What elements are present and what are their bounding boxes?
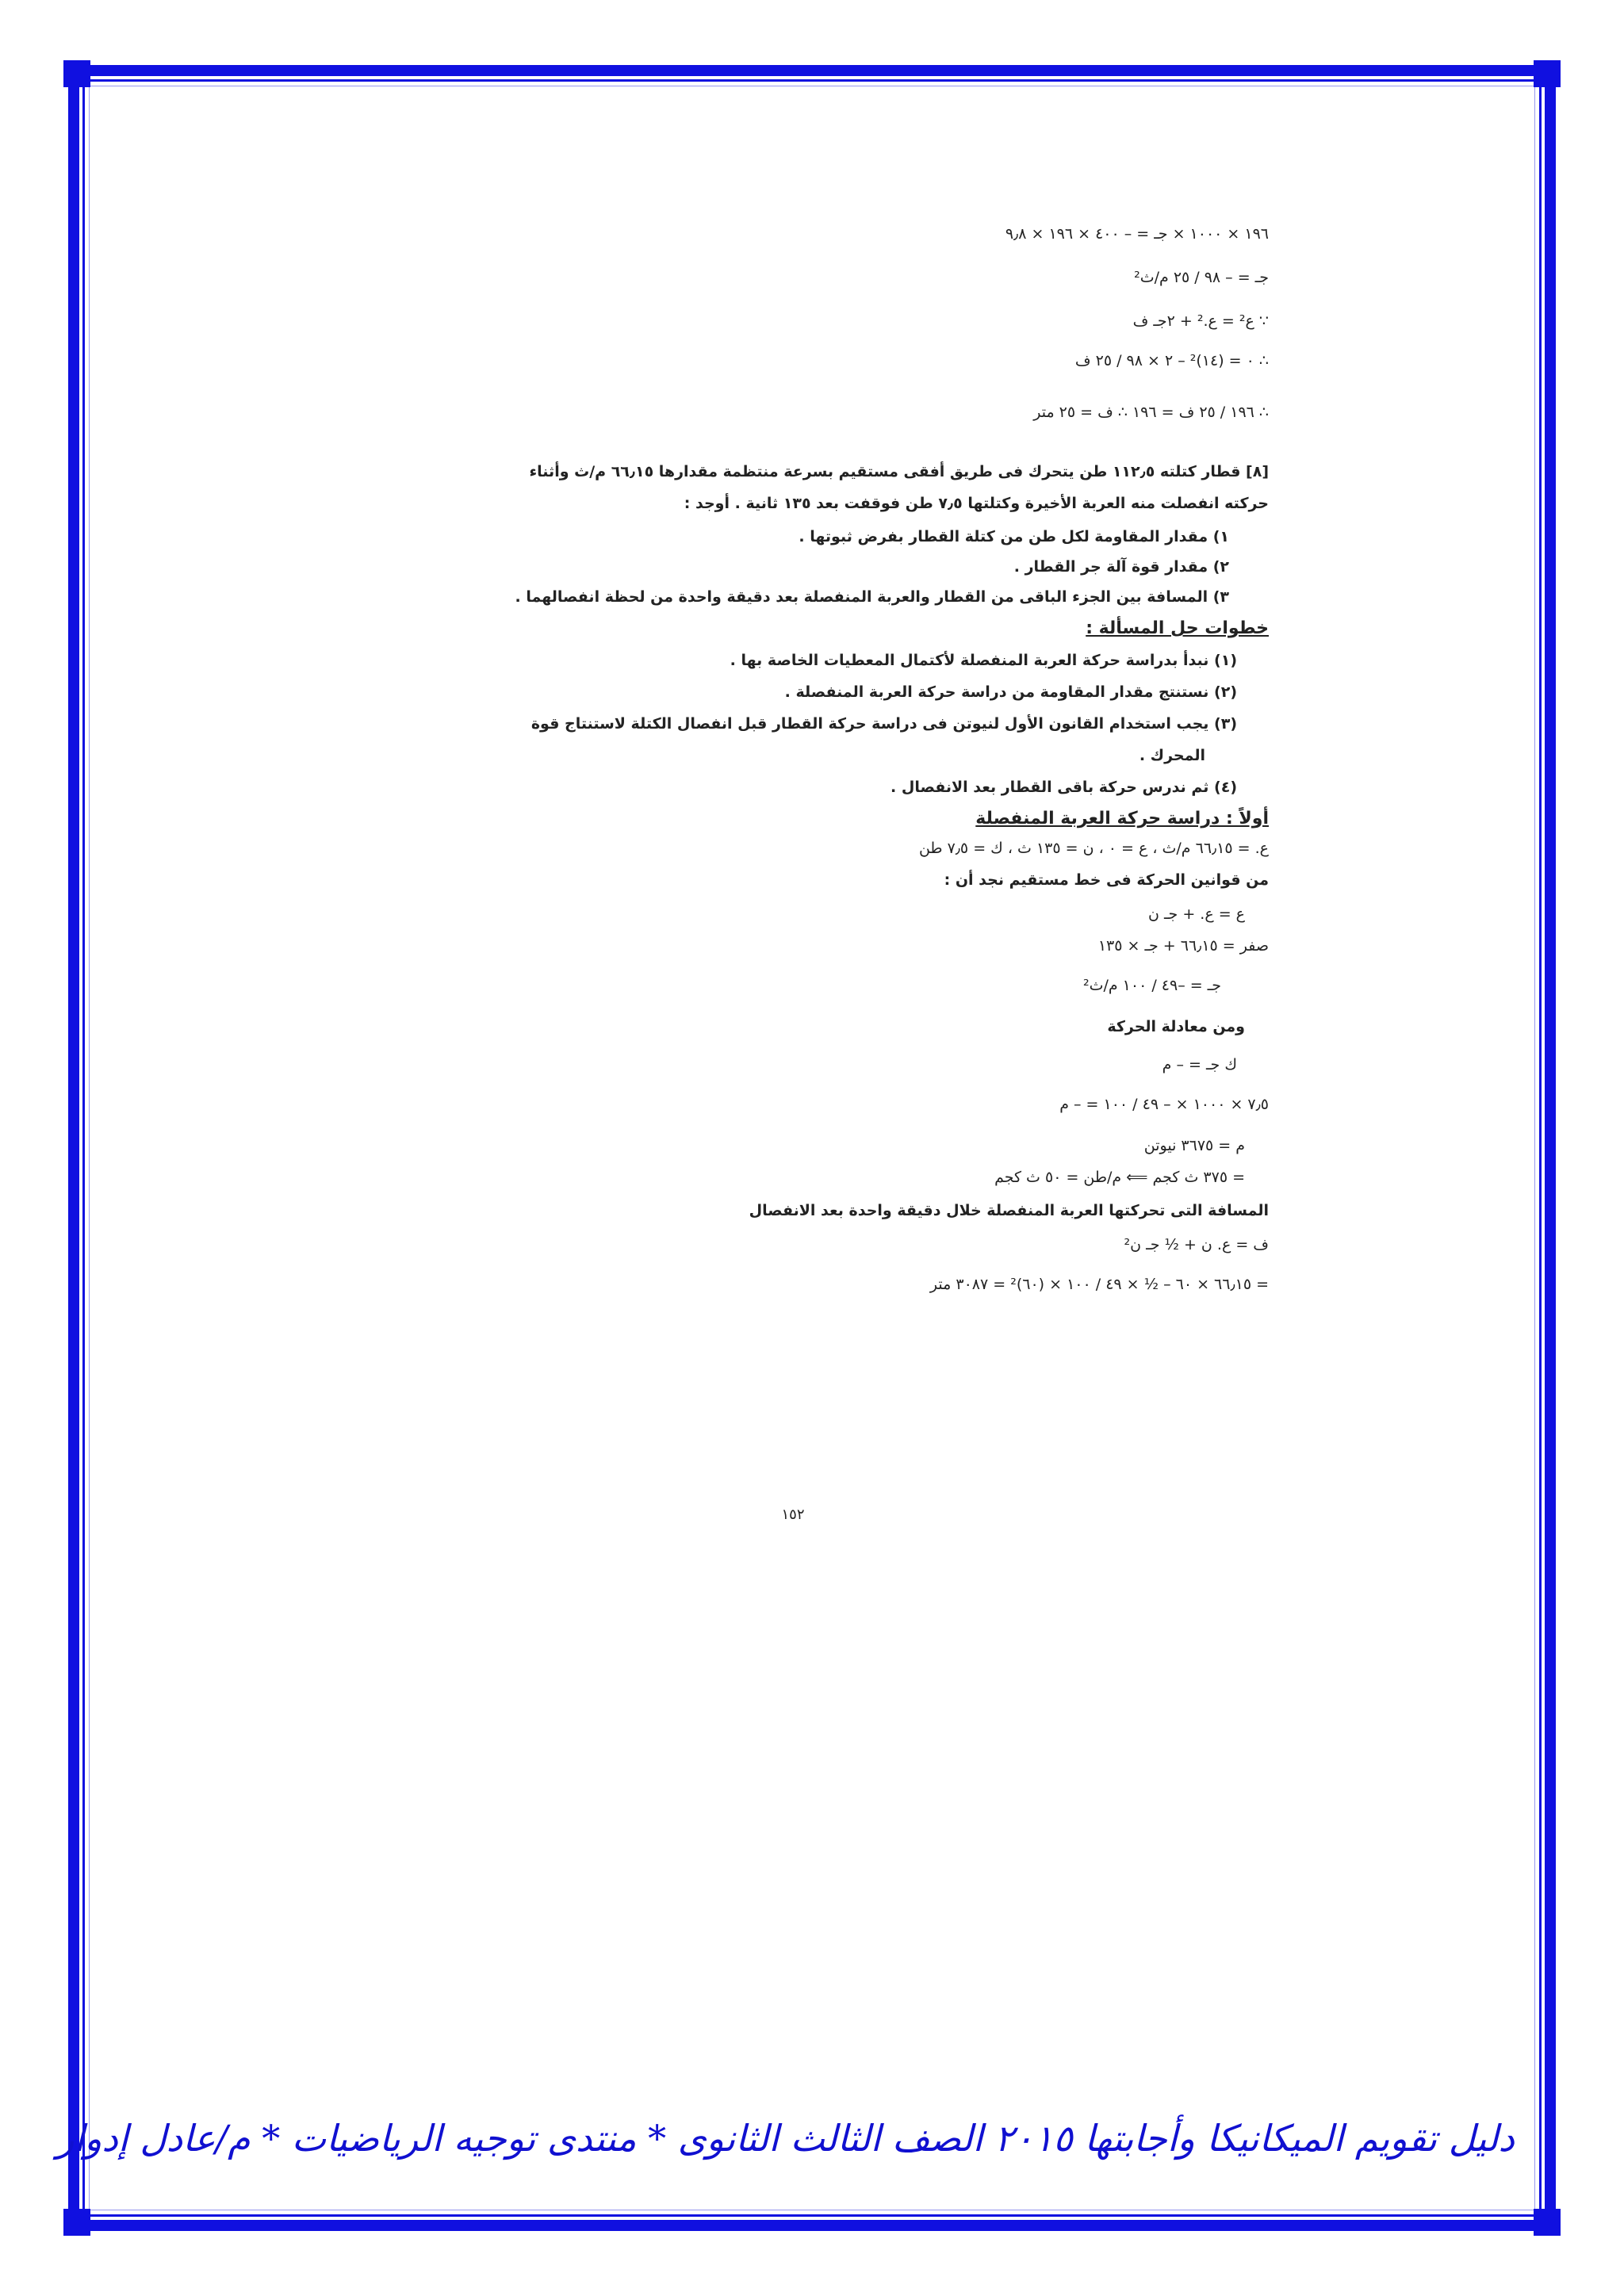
text-line: ومن معادلة الحركة — [1107, 1018, 1245, 1035]
formula-line: ك جـ = – م — [1162, 1056, 1237, 1073]
given-values: ع. = ٦٦٫١٥ م/ث ، ع = ٠ ، ن = ١٣٥ ث ، ك = ٧٫٥ طن — [918, 840, 1269, 857]
page-footer: دليل تقويم الميكانيكا وأجابتها ٢٠١٥ الصف الثالث الثانوى * منتدى توجيه الرياضيات * م/عادل إدوار — [56, 2117, 1515, 2160]
text-line: من قوانين الحركة فى خط مستقيم نجد أن : — [944, 871, 1269, 889]
formula-line: ف = ع. ن + ½ جـ ن² — [1124, 1236, 1269, 1253]
step-item: المحرك . — [1139, 747, 1205, 764]
corner-ornament — [63, 60, 90, 87]
section-heading: أولاً : دراسة حركة العربة المنفصلة — [975, 809, 1269, 828]
corner-ornament — [1534, 60, 1561, 87]
question-item: ١) مقدار المقاومة لكل طن من كتلة القطار بفرض ثبوتها . — [799, 528, 1229, 545]
formula-line: ∴ ٠ = (١٤)² – ٢ × ٩٨ / ٢٥ ف — [1074, 352, 1269, 369]
formula-line: صفر = ٦٦٫١٥ + جـ × ١٣٥ — [1097, 937, 1269, 955]
formula-line: جـ = –٤٩ / ١٠٠ م/ث² — [1082, 977, 1221, 994]
step-item: (٣) يجب استخدام القانون الأول لنيوتن فى دراسة حركة القطار قبل انفصال الكتلة لاستنتاج قوة — [530, 715, 1237, 733]
question-item: ٢) مقدار قوة آلة جر القطار . — [1013, 558, 1229, 576]
page-border-inner — [56, 86, 1535, 2210]
formula-line: = ٦٦٫١٥ × ٦٠ – ½ × ٤٩ / ١٠٠ × (٦٠)² = ٣٠٨٧ متر — [929, 1276, 1269, 1293]
formula-line: ∵ ع² = ع.² + ٢جـ ف — [1132, 312, 1269, 330]
formula-line: ٧٫٥ × ١٠٠٠ × – ٤٩ / ١٠٠ = – م — [1059, 1096, 1269, 1113]
formula-line: م = ٣٦٧٥ نيوتن — [1143, 1137, 1245, 1154]
formula-line: ١٩٦ × ١٠٠٠ × جـ = – ٤٠٠ × ١٩٦ × ٩٫٨ — [1005, 225, 1269, 243]
corner-ornament — [63, 2209, 90, 2236]
text-line: المسافة التى تحركتها العربة المنفصلة خلال دقيقة واحدة بعد الانفصال — [749, 1202, 1269, 1219]
problem-text: حركته انفصلت منه العربة الأخيرة وكتلتها ٧٫٥ طن فوقفت بعد ١٣٥ ثانية . أوجد : — [684, 495, 1269, 512]
formula-line: جـ = – ٩٨ / ٢٥ م/ث² — [1134, 269, 1269, 286]
formula-line: ∴ ١٩٦ / ٢٥ ف = ١٩٦ ∴ ف = ٢٥ متر — [1033, 404, 1269, 421]
step-item: (٤) ثم ندرس حركة باقى القطار بعد الانفصال . — [891, 779, 1237, 796]
formula-line: = ٣٧٥ ث كجم ⟸ م/طن = ٥٠ ث كجم — [994, 1169, 1245, 1186]
step-item: (١) نبدأ بدراسة حركة العربة المنفصلة لأكتمال المعطيات الخاصة بها . — [730, 652, 1237, 669]
formula-line: ع = ع. + جـ ن — [1147, 905, 1245, 923]
page-number: ١٥٢ — [781, 1506, 805, 1523]
problem-text: [٨] قطار كتلته ١١٢٫٥ طن يتحرك فى طريق أفقى مستقيم بسرعة منتظمة مقدارها ٦٦٫١٥ م/ث وأثناء — [529, 463, 1269, 480]
section-heading: خطوات حل المسألة : — [1086, 618, 1269, 638]
corner-ornament — [1534, 2209, 1561, 2236]
step-item: (٢) نستنتج مقدار المقاومة من دراسة حركة العربة المنفصلة . — [784, 683, 1237, 701]
question-item: ٣) المسافة بين الجزء الباقى من القطار والعربة المنفصلة بعد دقيقة واحدة من لحظة انفصالهما . — [515, 588, 1229, 606]
